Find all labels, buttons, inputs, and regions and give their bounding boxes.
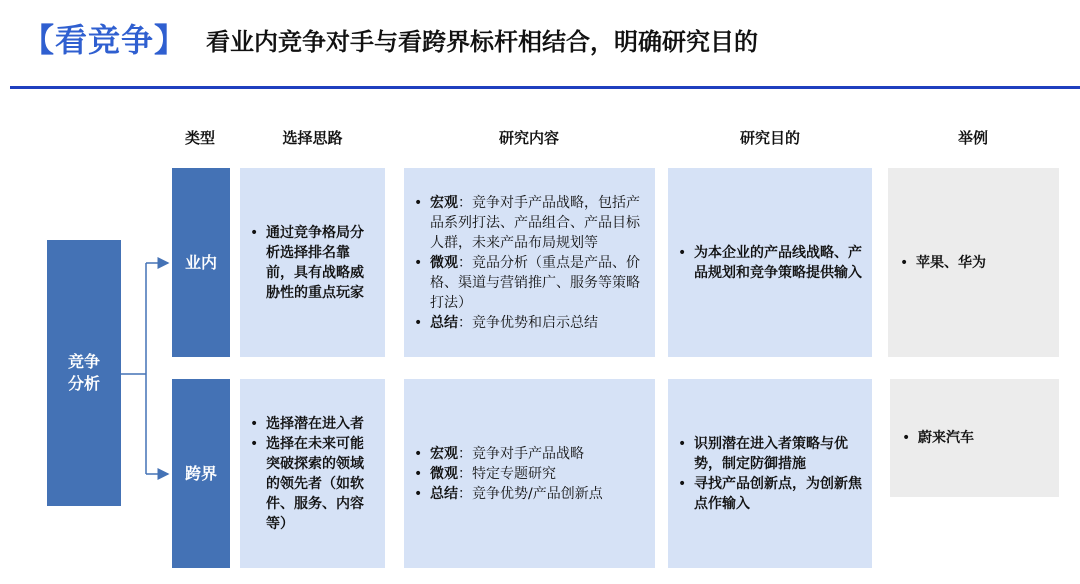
header-type: 类型 bbox=[184, 129, 215, 147]
content-cell-row-1 bbox=[404, 168, 655, 357]
content-list-row-1 bbox=[408, 193, 647, 333]
example-cell-row-2 bbox=[890, 379, 1059, 497]
bullet-item: • 选择在未来可能突破探索的领域的领先者（如软件、服务、内容等） bbox=[244, 434, 375, 534]
bullet-text: ：竞争优势/产品创新点 bbox=[458, 485, 603, 502]
bullet-keyword: 总结 bbox=[430, 314, 458, 331]
bullet-item: • 通过竞争格局分析选择排名靠前，具有战略威胁性的重点玩家 bbox=[244, 223, 375, 303]
content-bullet-item bbox=[408, 313, 647, 333]
approach-cell-row-2 bbox=[240, 379, 385, 568]
header-purpose: 研究目的 bbox=[739, 129, 800, 147]
bullet-text: ：竞争对手产品战略，包括产品系列打法、产品组合、产品目标人群，未来产品布局规划等 bbox=[430, 194, 640, 251]
content-bullet-item bbox=[408, 484, 647, 504]
root-box: 竞争 分析 bbox=[47, 240, 121, 506]
page-title: 看业内竞争对手与看跨界标杆相结合，明确研究目的 bbox=[206, 28, 758, 56]
bullet-keyword: 微观 bbox=[430, 254, 458, 271]
bullet-item: • 蔚来汽车 bbox=[896, 428, 1051, 448]
content-cell-row-2 bbox=[404, 379, 655, 568]
bullet-keyword: 宏观 bbox=[430, 445, 458, 462]
content-bullet-item bbox=[408, 464, 647, 484]
content-bullet-item bbox=[408, 253, 647, 313]
header-approach: 选择思路 bbox=[282, 129, 343, 147]
bullet-item: • 寻找产品创新点，为创新焦点作输入 bbox=[672, 474, 864, 514]
bullet-item: • 为本企业的产品线战略、产品规划和竞争策略提供输入 bbox=[672, 243, 864, 283]
approach-cell-row-1 bbox=[240, 168, 385, 357]
bullet-keyword: 宏观 bbox=[430, 194, 458, 211]
header-content: 研究内容 bbox=[498, 129, 559, 147]
bullet-text: ：特定专题研究 bbox=[458, 465, 556, 482]
purpose-list-row-2 bbox=[672, 434, 864, 514]
approach-list-row-1 bbox=[244, 223, 375, 303]
content-bullet-item bbox=[408, 444, 647, 464]
type-box-row-1: 业内 bbox=[172, 168, 230, 357]
purpose-cell-row-1 bbox=[668, 168, 872, 357]
bullet-text: ：竞品分析（重点是产品、价格、渠道与营销推广、服务等策略打法） bbox=[430, 254, 640, 311]
example-list-row-1 bbox=[894, 253, 1051, 273]
bullet-text: ：竞争对手产品战略 bbox=[458, 445, 584, 462]
bullet-item: • 识别潜在进入者策略与优势，制定防御措施 bbox=[672, 434, 864, 474]
content-list-row-2 bbox=[408, 444, 647, 504]
approach-list-row-2 bbox=[244, 414, 375, 534]
content-bullet-item bbox=[408, 193, 647, 253]
bullet-keyword: 微观 bbox=[430, 465, 458, 482]
bullet-item: • 苹果、华为 bbox=[894, 253, 1051, 273]
bullet-text: ：竞争优势和启示总结 bbox=[458, 314, 598, 331]
purpose-cell-row-2 bbox=[668, 379, 872, 568]
example-cell-row-1 bbox=[888, 168, 1059, 357]
title-tag: 【看竞争】 bbox=[22, 21, 188, 59]
bullet-item: • 选择潜在进入者 bbox=[244, 414, 375, 434]
purpose-list-row-1 bbox=[672, 243, 864, 283]
type-box-row-2: 跨界 bbox=[172, 379, 230, 568]
header-example: 举例 bbox=[957, 129, 988, 147]
bullet-keyword: 总结 bbox=[430, 485, 458, 502]
example-list-row-2 bbox=[896, 428, 1051, 448]
